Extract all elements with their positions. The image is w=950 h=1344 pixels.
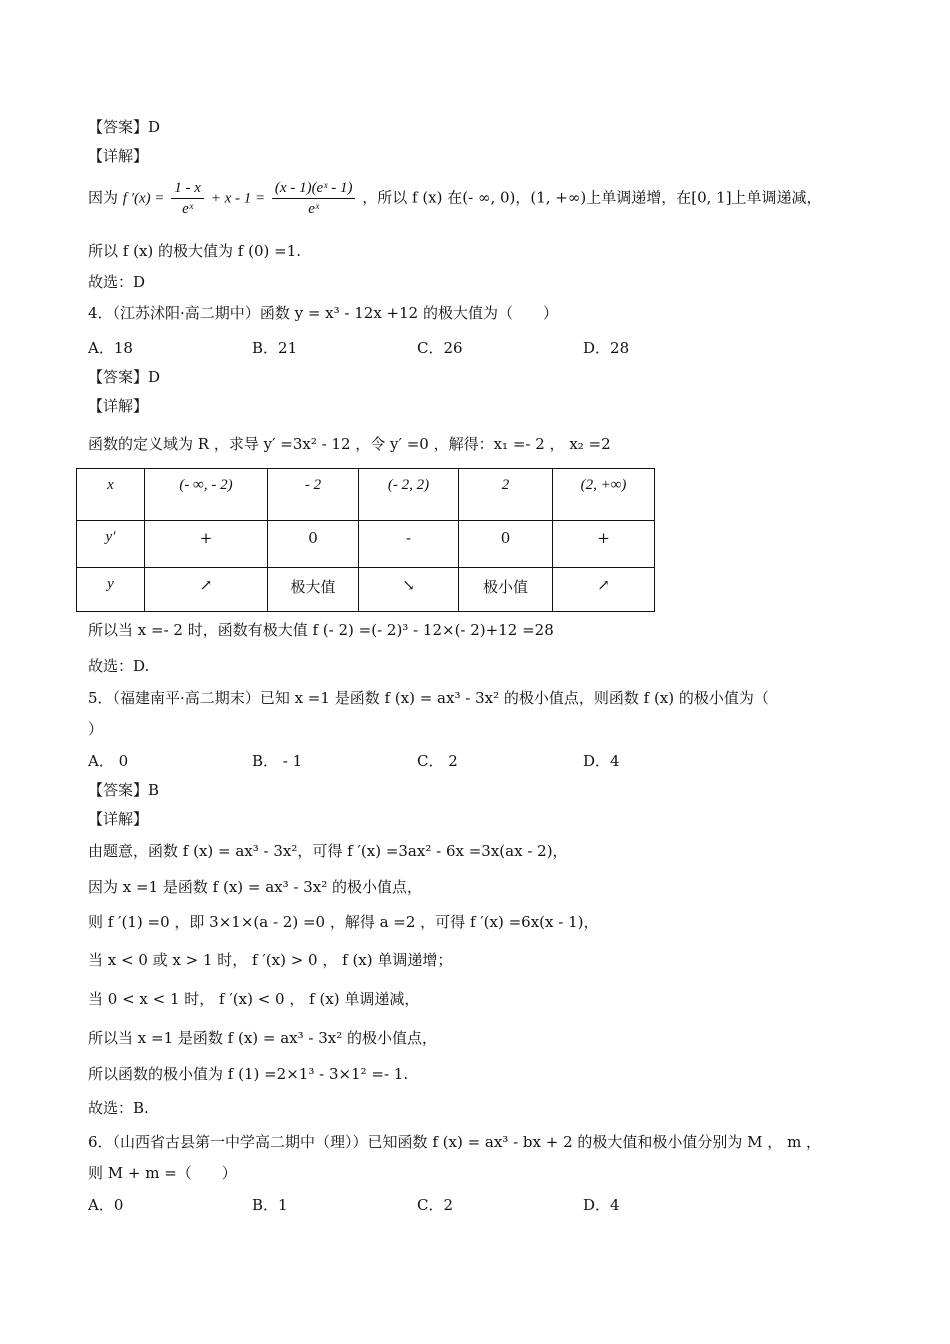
- q5-explain-line-7: 所以函数的极小值为 f (1) =2×1³ - 3×1² =- 1.: [88, 1065, 409, 1083]
- q4-option-b: B．21: [252, 339, 298, 357]
- q3-choice: 故选：D: [88, 273, 146, 291]
- table-cell: (- 2, 2): [359, 469, 459, 521]
- q5-answer: 【答案】B: [88, 781, 160, 799]
- q6-option-a: A．0: [88, 1196, 124, 1214]
- table-cell: 极大值: [268, 568, 359, 612]
- table-cell: 0: [268, 521, 359, 568]
- q3-fraction-2-denominator: eˣ: [308, 201, 320, 217]
- q5-explain-line-2: 因为 x =1 是函数 f (x) = ax³ - 3x² 的极小值点，: [88, 878, 423, 896]
- q3-conclusion: 所以 f (x) 的极大值为 f (0) =1.: [88, 242, 302, 260]
- table-cell: ↘: [359, 568, 459, 612]
- q5-explain-line-4: 当 x < 0 或 x > 1 时， f ′(x) > 0 ， f (x) 单调递增；: [88, 951, 453, 969]
- table-cell: 2: [459, 469, 553, 521]
- table-cell: -: [359, 521, 459, 568]
- table-cell: ↗: [553, 568, 655, 612]
- q4-option-a: A．18: [88, 339, 133, 357]
- q4-explanation: 函数的定义域为 R ，求导 y′ =3x² - 12 ，令 y′ =0 ，解得：x₁ =- 2 ， x₂ =2: [88, 435, 611, 453]
- table-cell: +: [553, 521, 655, 568]
- q5-explain-line-5: 当 0 < x < 1 时， f ′(x) < 0 ， f (x) 单调递减，: [88, 990, 420, 1008]
- monotonicity-table: [76, 468, 655, 612]
- q5-explain-line-3: 则 f ′(1) =0 ，即 3×1×(a - 2) =0 ，解得 a =2 ，可得 f ′(x) =6x(x - 1)，: [88, 913, 599, 931]
- q5-explain-line-1: 由题意，函数 f (x) = ax³ - 3x²，可得 f ′(x) =3ax² - 6x =3x(ax - 2)，: [88, 842, 568, 860]
- table-cell: y: [77, 568, 145, 612]
- q4-choice: 故选：D.: [88, 657, 150, 675]
- q3-explain-suffix: ，所以 f (x) 在(- ∞, 0)，(1, +∞)上单调递增，在[0, 1]上单调递减，: [362, 188, 822, 207]
- table-cell: (2, +∞): [553, 469, 655, 521]
- q3-fraction-1-numerator: 1 - x: [171, 178, 204, 199]
- q4-option-d: D．28: [583, 339, 630, 357]
- q3-explain-mid: + x - 1 =: [210, 190, 266, 207]
- table-row-derivative: [77, 521, 655, 568]
- table-row-x: [77, 469, 655, 521]
- q3-fraction-2-numerator: (x - 1)(eˣ - 1): [272, 178, 356, 199]
- q3-fraction-1-denominator: eˣ: [182, 201, 194, 217]
- q5-option-b: B． - 1: [252, 752, 303, 770]
- q5-option-d: D．4: [583, 752, 620, 770]
- q5-explain-line-6: 所以当 x =1 是函数 f (x) = ax³ - 3x² 的极小值点，: [88, 1029, 438, 1047]
- q4-answer: 【答案】D: [88, 368, 161, 386]
- q6-option-d: D．4: [583, 1196, 620, 1214]
- q4-stem: 4．（江苏沭阳·高二期中）函数 y = x³ - 12x +12 的极大值为（ ）: [88, 304, 558, 322]
- q4-detail-heading: 【详解】: [88, 397, 149, 415]
- q6-stem-line-2: 则 M + m =（ ）: [88, 1164, 237, 1182]
- q3-explain-lhs: f ′(x) =: [122, 190, 165, 207]
- q4-option-c: C．26: [417, 339, 463, 357]
- q3-answer: 【答案】D: [88, 118, 161, 136]
- q5-choice: 故选：B.: [88, 1099, 149, 1117]
- q4-conclusion: 所以当 x =- 2 时，函数有极大值 f (- 2) =(- 2)³ - 12×(- 2)+12 =28: [88, 621, 554, 639]
- table-cell: 0: [459, 521, 553, 568]
- table-cell: x: [77, 469, 145, 521]
- table-row-function: [77, 568, 655, 612]
- q6-option-c: C．2: [417, 1196, 454, 1214]
- table-cell: y′: [77, 521, 145, 568]
- q5-stem-line-1: 5．（福建南平·高二期末）已知 x =1 是函数 f (x) = ax³ - 3x² 的极小值点，则函数 f (x) 的极小值为（: [88, 689, 769, 707]
- table-cell: 极小值: [459, 568, 553, 612]
- q5-detail-heading: 【详解】: [88, 810, 149, 828]
- table-cell: +: [145, 521, 268, 568]
- q5-option-a: A． 0: [88, 752, 129, 770]
- table-cell: (- ∞, - 2): [145, 469, 268, 521]
- q3-explain-prefix: 因为: [88, 188, 119, 207]
- q5-option-c: C． 2: [417, 752, 458, 770]
- table-cell: ↗: [145, 568, 268, 612]
- q5-stem-line-2: ）: [88, 720, 104, 738]
- q6-stem-line-1: 6．（山西省古县第一中学高二期中（理））已知函数 f (x) = ax³ - bx + 2 的极大值和极小值分别为 M ， m ，: [88, 1133, 822, 1151]
- q3-fraction-1: [171, 178, 204, 219]
- table-cell: - 2: [268, 469, 359, 521]
- q3-explanation: [88, 178, 822, 219]
- q6-option-b: B．1: [252, 1196, 288, 1214]
- q3-fraction-2: [272, 178, 356, 219]
- q3-detail-heading: 【详解】: [88, 147, 149, 165]
